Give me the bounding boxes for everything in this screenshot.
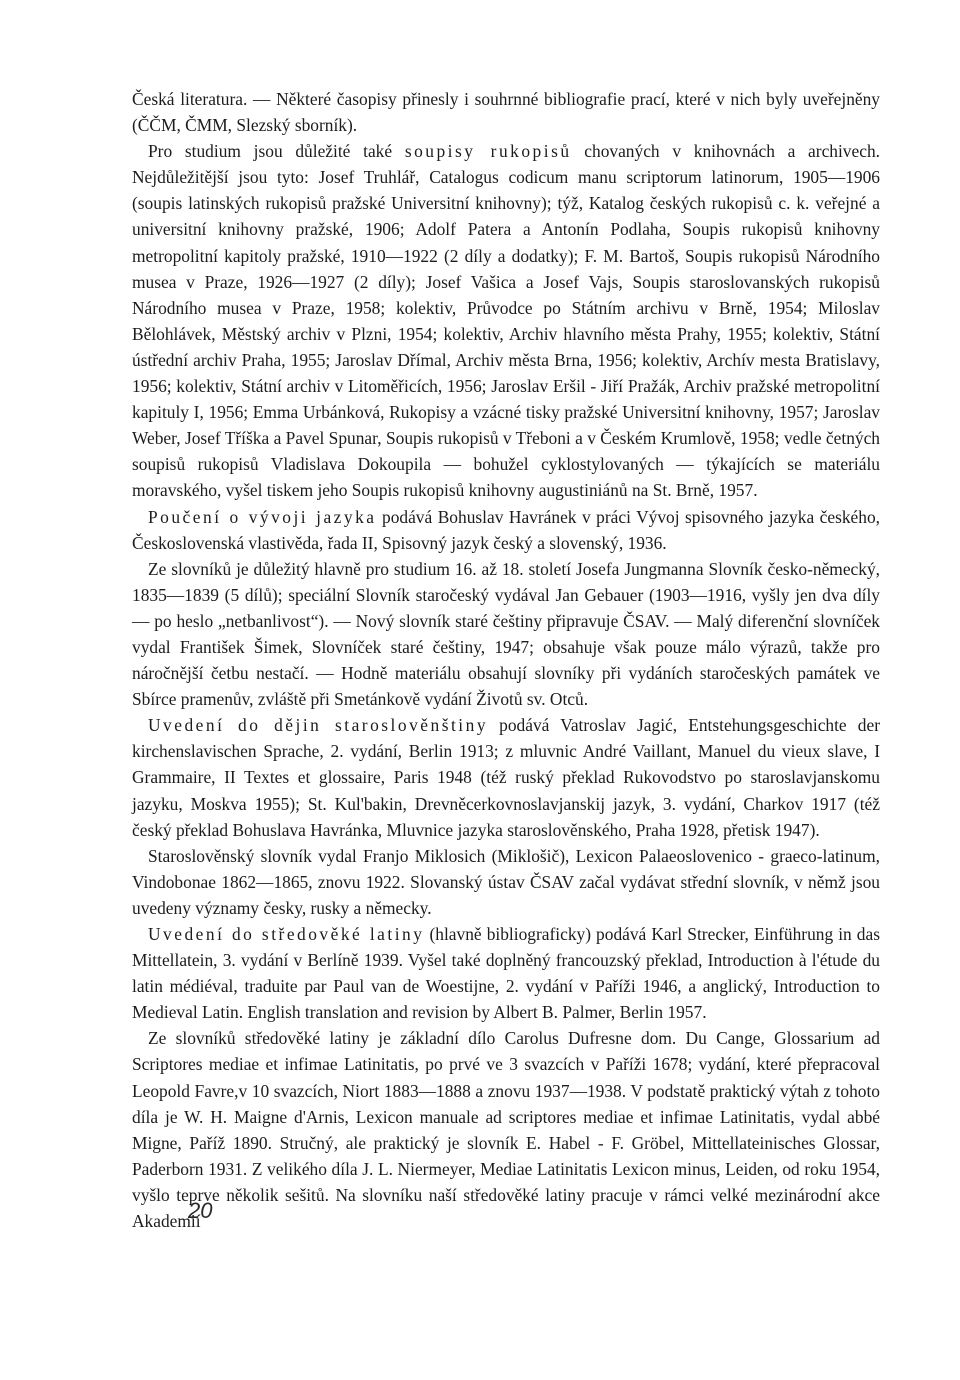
paragraph-pouceni-o-vyvoji-jazyka: [132, 504, 880, 556]
paragraph-rest: chovaných v knihovnách a archivech. Nejdůležitější jsou tyto: Josef Truhlář, Catalogus codicum manu scriptorum latinorum, 1905—1906 (soupis latinských rukopisů pražské Universitní knihovny); týž, Katalog českých rukopisů c. k. veřejné a universitní knihovny pražské, 1906; Adolf Patera a Antonín Podlaha, Soupis rukopisů knihovny metropolitní kapitoly pražské, 1910—1922 (2 díly a dodatky); F. M. Bartoš, Soupis rukopisů Národního musea v Praze, 1926—1927 (2 díly); Josef Vašica a Josef Vajs, Soupis staroslovanských rukopisů Národního musea v Praze, 1958; kolektiv, Průvodce po Státním archivu v Brně, 1954; Miloslav Bělohlávek, Městský archiv v Plzni, 1954; kolektiv, Archiv hlavního města Prahy, 1955; kolektiv, Státní ústřední archiv Praha, 1955; Jaroslav Dřímal, Archiv města Brna, 1956; kolektiv, Archív mesta Bratislavy, 1956; kolektiv, Státní archiv v Litoměřicích, 1956; Jaroslav Eršil - Jiří Pražák, Archiv pražské metropolitní kapituly I, 1956; Emma Urbánková, Rukopisy a vzácné tisky pražské Universitní knihovny, 1957; Jaroslav Weber, Josef Tříška a Pavel Spunar, Soupis rukopisů v Třeboni a v Českém Krumlově, 1958; vedle četných soupisů rukopisů Vladislava Dokoupila — bohužel cyklostylovaných — týkajících se materiálu moravského, vyšel tiskem jeho Soupis rukopisů knihovny augustiniánů na St. Brně, 1957.: [132, 141, 880, 501]
body-text: [132, 86, 880, 1234]
paragraph-ceska-literatura: Česká literatura. — Některé časopisy přinesly i souhrnné bibliografie prací, které v nich byly uveřejněny (ČČM, ČMM, Slezský sborník).: [132, 89, 880, 136]
paragraph-lead: Pro studium jsou důležité také: [148, 141, 405, 162]
paragraph-soupisy-rukopisu: [132, 138, 880, 503]
spaced-term-stredoveka-latina: Uvedení do středověké latiny: [148, 924, 425, 944]
paragraph-stredoveka-latina: [132, 921, 880, 1025]
paragraph-rest: (hlavně bibliograficky) podává Karl Strecker, Einführung in das Mittellatein, 3. vydání v Berlíně 1939. Vyšel také doplněný francouzský překlad, Introduction à l'étude du latin médiéval, traduite par Paul van de Woestijne, 2. vydání v Paříži 1946, a anglický, Introduction to Medieval Latin. English translation and revision by Albert B. Palmer, Berlin 1957.: [132, 924, 880, 1023]
paragraph-rest: podává Bohuslav Havránek v práci Vývoj spisovného jazyka českého, Československá vlastivěda, řada II, Spisovný jazyk český a slovenský, 1936.: [132, 506, 881, 553]
paragraph-slovniky: Ze slovníků je důležitý hlavně pro studium 16. až 18. století Josefa Jungmanna Slovník česko-německý, 1835—1839 (5 dílů); speciální Slovník staročeský vydával Jan Gebauer (1903—1916, vyšly jen dva díly — po heslo „netbanlivost“). — Nový slovník staré češtiny připravuje ČSAV. — Malý diferenční slovníček vydal František Šimek, Slovníček staré češtiny, 1947; obsahuje však pouze málo výrazů, takže pro náročnější četbu nestačí. — Hodně materiálu obsahují slovníky při vydáních staročeských památek ve Sbírce pramenův, zvláště při Smetánkově vydání Životů sv. Otců.: [132, 558, 880, 710]
paragraph-rest: podává Vatroslav Jagić, Entstehungsgeschichte der kirchenslavischen Sprache, 2. vydání, Berlin 1913; z mluvnic André Vaillant, Manuel du vieux slave, I Grammaire, II Textes et glossaire, Paris 1948 (též ruský překlad Rukovodstvo po staroslavjanskomu jazyku, Moskva 1955); St. Kul'bakin, Drevněcerkovnoslavjanskij jazyk, 3. vydání, Charkov 1917 (též český překlad Bohuslava Havránka, Mluvnice jazyka staroslověnského, Praha 1928, přetisk 1947).: [132, 715, 880, 840]
page-number: 20: [188, 1198, 213, 1223]
paragraph-staroslovenstina: [132, 712, 880, 842]
spaced-term-staroslovenstina: Uvedení do dějin staroslověnštiny: [148, 715, 489, 736]
paragraph-staroslovensky-slovnik: Staroslověnský slovník vydal Franjo Miklosich (Miklošič), Lexicon Palaeoslovenico - graeco-latinum, Vindobonae 1862—1865, znovu 1922. Slovanský ústav ČSAV začal vydávat střední slovník, v němž jsou uvedeny významy česky, rusky a německy.: [132, 845, 880, 918]
spaced-term-soupisy-rukopisu: soupisy rukopisů: [404, 141, 572, 162]
spaced-term-pouceni: Poučení o vývoji jazyka: [148, 506, 377, 527]
paragraph-slovniky-latiny: Ze slovníků středověké latiny je základní dílo Carolus Dufresne dom. Du Cange, Glossarium ad Scriptores mediae et infimae Latinitatis, po prvé ve 3 svazcích v Paříži 1678; vydání, které přepracoval Leopold Favre,v 10 svazcích, Niort 1883—1888 a znovu 1937—1938. V podstatě praktický výtah z tohoto díla je W. H. Maigne d'Arnis, Lexicon manuale ad scriptores mediae et infimae Latinitatis, vydal abbé Migne, Paříž 1890. Stručný, ale praktický je slovník E. Habel - F. Gröbel, Mittellateinisches Glossar, Paderborn 1931. Z velikého díla J. L. Niermeyer, Mediae Latinitatis Lexicon minus, Leiden, od roku 1954, vyšlo teprve několik sešitů. Na slovníku naší středověké latiny pracuje v rámci velké mezinárodní akce Akademií: [132, 1028, 880, 1232]
